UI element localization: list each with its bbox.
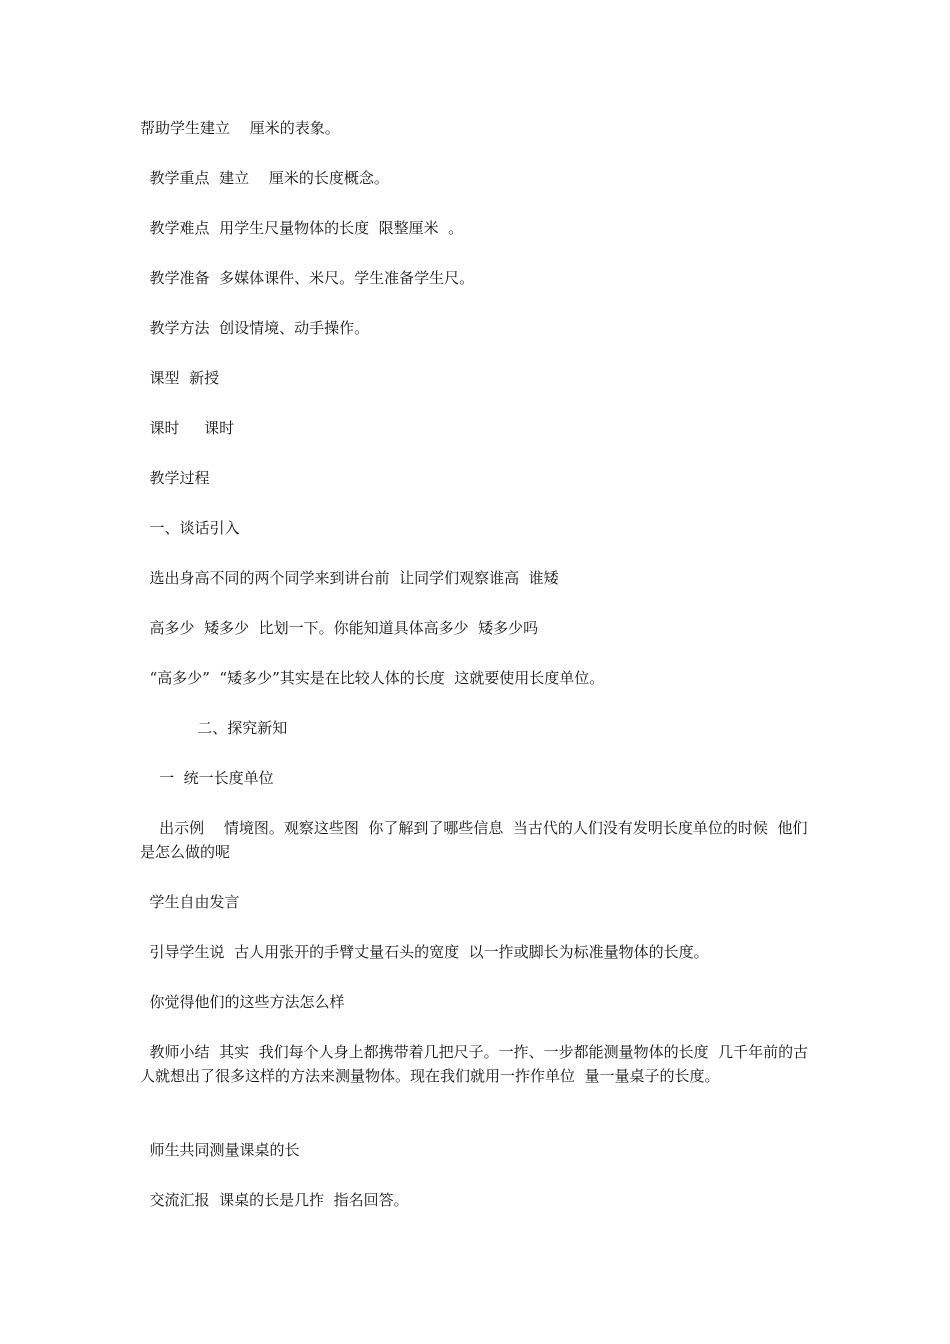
paragraph-show-example: 出示例 情境图。观察这些图 你了解到了哪些信息 当古代的人们没有发明长度单位的时候 他们是怎么做的呢 <box>140 819 808 861</box>
intro-line: 帮助学生建立 厘米的表象。 <box>140 119 340 137</box>
lesson-type: 课型 新授 <box>140 369 220 387</box>
teaching-method: 教学方法 创设情境、动手操作。 <box>140 319 370 337</box>
subsection-unify-units: 一 统一长度单位 <box>140 769 274 787</box>
lesson-period: 课时 课时 <box>140 419 235 437</box>
section-one-heading: 一、谈话引入 <box>140 519 240 537</box>
teaching-preparation: 教学准备 多媒体课件、米尺。学生准备学生尺。 <box>140 269 475 287</box>
teaching-focus: 教学重点 建立 厘米的长度概念。 <box>140 169 389 187</box>
teaching-difficulty: 教学难点 用学生尺量物体的长度 限整厘米 。 <box>140 219 464 237</box>
paragraph-measure-desk: 师生共同测量课桌的长 <box>140 1141 300 1159</box>
paragraph-length-unit: “高多少” “矮多少”其实是在比较人体的长度 这就要使用长度单位。 <box>140 669 605 687</box>
paragraph-guide-students: 引导学生说 古人用张开的手臂丈量石头的宽度 以一拃或脚长为标准量物体的长度。 <box>140 943 709 961</box>
teaching-process-heading: 教学过程 <box>140 469 210 487</box>
paragraph-teacher-summary: 教师小结 其实 我们每个人身上都携带着几把尺子。一拃、一步都能测量物体的长度 几千年前的古人就想出了很多这样的方法来测量物体。现在我们就用一拃作单位 量一量桌子的长度。 <box>140 1043 809 1085</box>
section-two-heading: 二、探究新知 <box>140 719 288 737</box>
paragraph-how-tall: 高多少 矮多少 比划一下。你能知道具体高多少 矮多少吗 <box>140 619 539 637</box>
paragraph-select-students: 选出身高不同的两个同学来到讲台前 让同学们观察谁高 谁矮 <box>140 569 559 587</box>
paragraph-what-do-you-think: 你觉得他们的这些方法怎么样 <box>140 993 345 1011</box>
paragraph-report: 交流汇报 课桌的长是几拃 指名回答。 <box>140 1191 409 1209</box>
paragraph-student-speak: 学生自由发言 <box>140 893 240 911</box>
